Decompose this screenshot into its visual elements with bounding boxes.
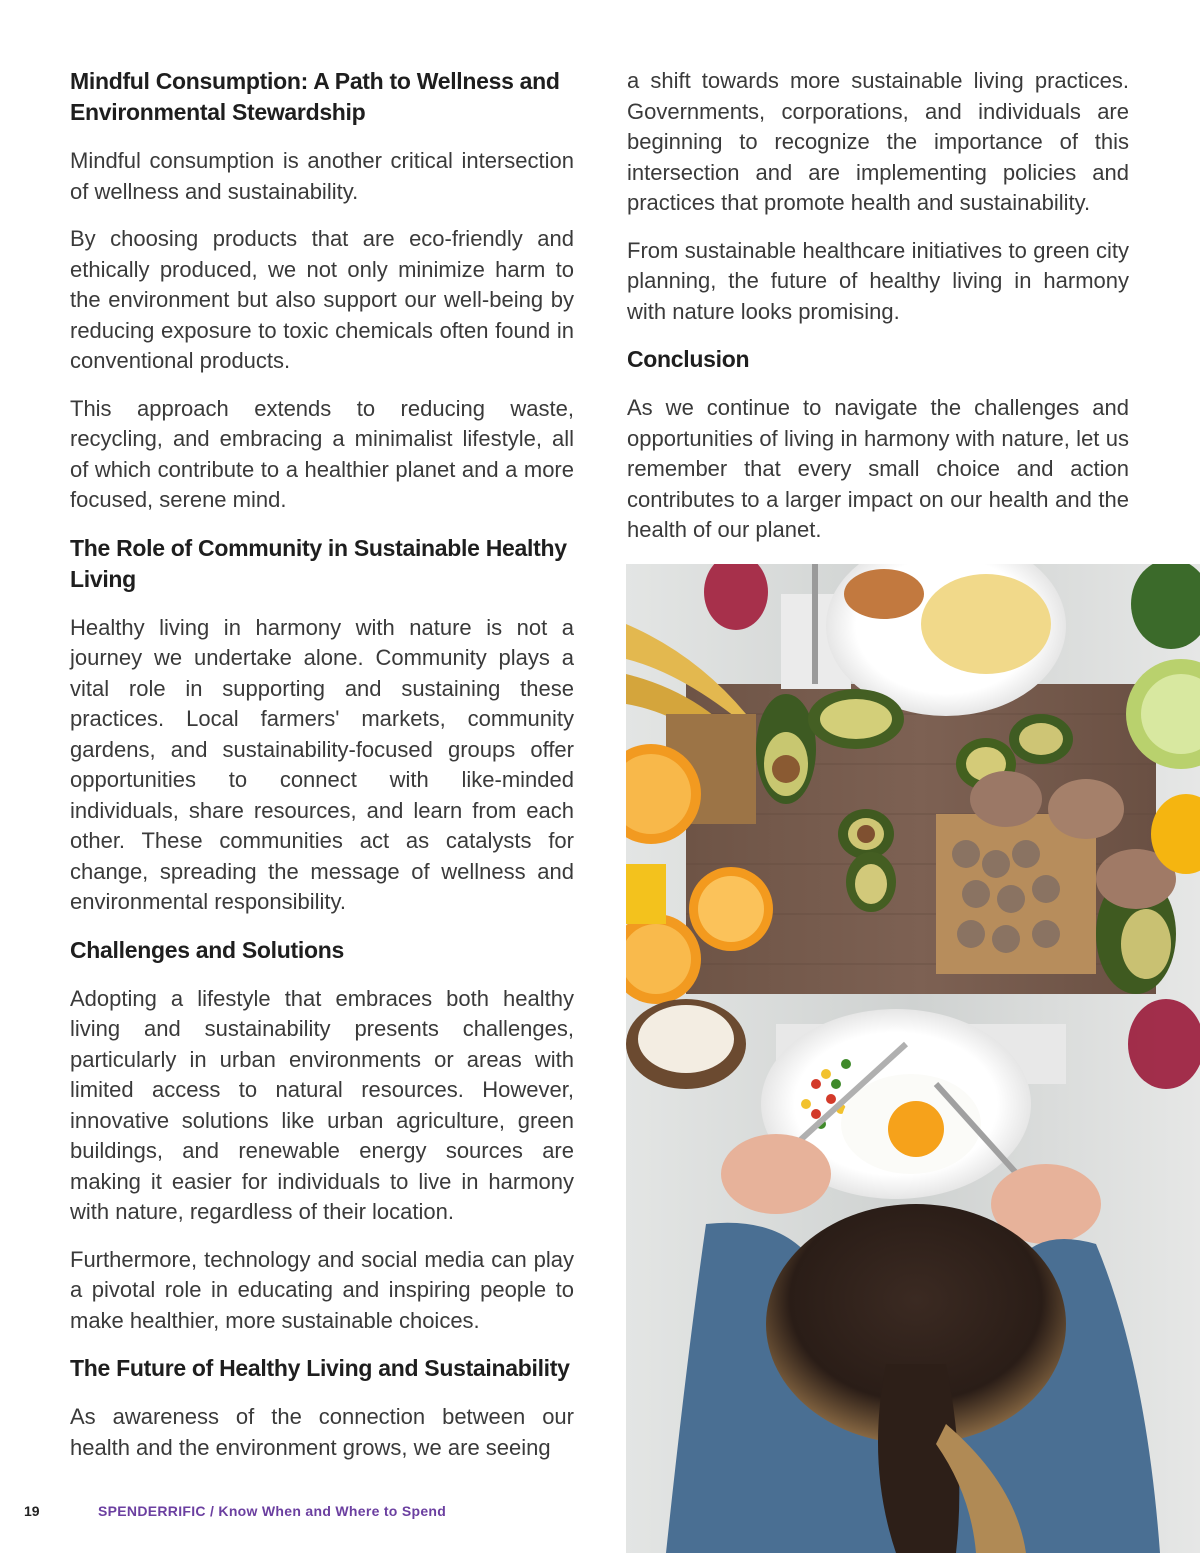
paragraph: From sustainable healthcare initiatives to green city planning, the future of healthy living in harmony with nature looks promising.: [627, 237, 1129, 324]
food-table-illustration: [626, 564, 1200, 1553]
page-number: 19: [24, 1503, 40, 1519]
paragraph: Adopting a lifestyle that embraces both healthy living and sustainability presents challenges, particularly in urban environments or areas with limited access to natural resources. However, innovative solutions like urban agriculture, green buildings, and renewable energy sources are making it easier for individuals to live in harmony with nature, regardless of their location.: [70, 985, 574, 1224]
paragraph: Furthermore, technology and social media can play a pivotal role in educating and inspiring people to make healthier, more sustainable choices.: [70, 1246, 574, 1333]
paragraph: Mindful consumption is another critical intersection of wellness and sustainability.: [70, 148, 574, 204]
paragraph: This approach extends to reducing waste, recycling, and embracing a minimalist lifestyle, all of which contribute to a healthier planet and a more focused, serene mind.: [70, 395, 574, 512]
left-column: [70, 66, 574, 1480]
paragraph: As awareness of the connection between our health and the environment grows, we are seeing: [70, 1404, 574, 1460]
section-heading-mindful-consumption: Mindful Consumption: A Path to Wellness and Environmental Stewardship: [70, 68, 560, 125]
page-footer: [24, 1502, 446, 1520]
section-heading-future: The Future of Healthy Living and Sustainability: [70, 1355, 570, 1381]
paragraph: Healthy living in harmony with nature is not a journey we undertake alone. Community plays a vital role in supporting and sustaining these practices. Local farmers' markets, community gardens, and sustainability-focused groups offer opportunities to connect with like-minded individuals, share resources, and learn from each other. These communities act as catalysts for change, spreading the message of wellness and environmental responsibility.: [70, 614, 574, 914]
right-column: [627, 66, 1129, 563]
paragraph: As we continue to navigate the challenges and opportunities of living in harmony with nature, let us remember that every small choice and action contributes to a larger impact on our health and the health of our planet.: [627, 395, 1129, 542]
running-head: SPENDERRIFIC / Know When and Where to Spend: [98, 1503, 447, 1519]
food-table-photo: [626, 564, 1200, 1553]
section-heading-conclusion: Conclusion: [627, 346, 750, 372]
section-heading-community: The Role of Community in Sustainable Healthy Living: [70, 534, 567, 592]
section-heading-challenges: Challenges and Solutions: [70, 936, 344, 963]
paragraph: a shift towards more sustainable living practices. Governments, corporations, and individuals are beginning to recognize the importance of this intersection and are implementing policies and practices that promote health and sustainability.: [627, 68, 1129, 215]
paragraph: By choosing products that are eco-friendly and ethically produced, we not only minimize harm to the environment but also support our well-being by reducing exposure to toxic chemicals often found in conventional products.: [70, 226, 574, 373]
